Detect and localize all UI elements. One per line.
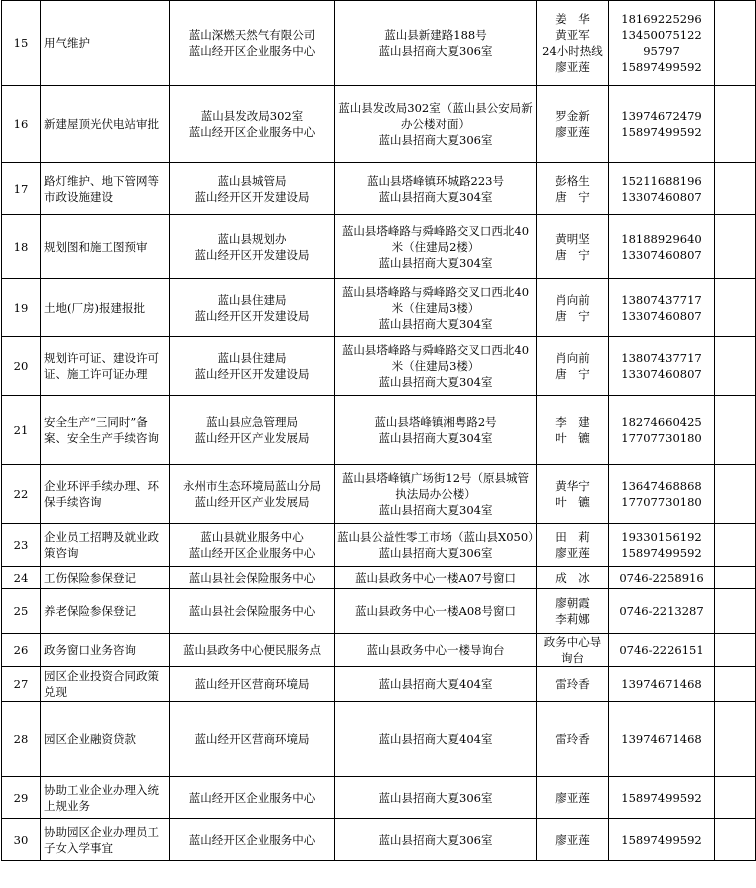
contact-person [537,589,609,634]
contact-person-line: 唐 宁 [555,189,590,204]
service-item: 新建屋顶光伏电站审批 [41,86,170,163]
contact-phone-line: 15211688196 [621,173,702,188]
row-number: 30 [2,819,41,861]
contact-phone [609,702,715,777]
contact-phone-line: 15897499592 [621,790,702,805]
responsible-unit-line: 蓝山经开区开发建设局 [194,247,310,262]
contact-phone-line: 17707730180 [621,431,702,445]
responsible-unit [170,396,335,465]
contact-phone [609,589,715,634]
office-address-line: 蓝山县政务中心一楼A08号窗口 [355,604,516,618]
contact-phone-line: 18274660425 [621,415,702,429]
responsible-unit-line: 蓝山经开区开发建设局 [194,367,310,381]
office-address [335,567,537,589]
contact-phone-line: 13807437717 [621,351,702,365]
row-number: 24 [2,567,41,589]
contact-phone-line: 0746-2226151 [619,643,704,657]
contact-person-line: 罗金新 [555,109,590,123]
contact-person-line: 廖亚莲 [555,60,590,74]
contact-phone [609,279,715,337]
responsible-unit-line: 蓝山县政务中心便民服务点 [183,643,321,657]
service-item: 路灯维护、地下管网等市政设施建设 [41,163,170,215]
contact-phone [609,777,715,819]
office-address [335,667,537,702]
responsible-unit-line: 蓝山经开区开发建设局 [194,308,310,323]
responsible-unit-line: 蓝山县住建局 [217,351,287,365]
row-number: 27 [2,667,41,702]
table-row [2,819,756,861]
service-item: 协助园区企业办理员工子女入学事宜 [41,819,170,861]
responsible-unit [170,86,335,163]
office-address-line: 蓝山县招商大夏306室 [378,832,493,847]
row-number: 26 [2,634,41,667]
contact-phone-line: 13647468868 [621,479,702,493]
responsible-unit-line: 蓝山县规划办 [217,231,287,246]
remark-cell [715,777,756,819]
table-row [2,86,756,163]
contact-person-line: 雷玲香 [555,732,590,746]
responsible-unit [170,589,335,634]
table-row [2,337,756,396]
contact-phone [609,667,715,702]
office-address [335,396,537,465]
remark-cell [715,215,756,279]
contact-phone-line: 17707730180 [621,495,702,509]
office-address-line: 蓝山县公益性零工市场（蓝山县X050） 蓝山县招商大夏306室 [337,530,546,560]
office-address-line: 蓝山县招商大夏304室 [378,375,493,389]
office-address [335,1,537,86]
office-address-line: 蓝山县招商大夏304室 [378,189,493,204]
service-item: 规划图和施工图预审 [41,215,170,279]
contact-phone-line: 18169225296 [621,12,702,26]
responsible-unit-line: 蓝山经开区企业服务中心 [188,44,316,58]
contact-person [537,396,609,465]
remark-cell [715,524,756,567]
contact-person [537,819,609,861]
service-item: 园区企业融资贷款 [41,702,170,777]
office-address-line: 蓝山县招商大夏304室 [378,503,493,517]
row-number: 15 [2,1,41,86]
office-address-line: 蓝山县塔峰路与舜峰路交叉口西北40米（住建局2楼） [341,223,530,254]
row-number: 20 [2,337,41,396]
contact-person-line: 叶 镳 [555,495,590,509]
contact-person-line: 李 建 [555,415,590,429]
contact-phone-line: 13307460807 [621,367,702,381]
contact-phone [609,465,715,524]
responsible-unit [170,819,335,861]
office-address-line: 蓝山县塔峰镇广场街12号（原县城管执法局办公楼） [341,471,530,501]
responsible-unit-line: 蓝山经开区产业发展局 [194,495,310,509]
office-address [335,819,537,861]
remark-cell [715,163,756,215]
office-address-line: 蓝山县招商大夏306室 [378,790,493,805]
office-address-line: 蓝山县招商大夏404室 [378,677,493,691]
row-number: 16 [2,86,41,163]
office-address-line: 蓝山县塔峰路与舜峰路交叉口西北40米（住建局3楼） [341,343,530,373]
table-row [2,777,756,819]
contact-person-line: 李莉娜 [555,612,590,626]
contact-person-line: 叶 镳 [555,431,590,445]
remark-cell [715,1,756,86]
table-row [2,396,756,465]
office-address-line: 蓝山县塔峰路与舜峰路交叉口西北40米（住建局3楼） [341,284,530,315]
remark-cell [715,589,756,634]
contact-person-line: 田 莉 [555,530,590,544]
responsible-unit [170,524,335,567]
table-row [2,589,756,634]
remark-cell [715,465,756,524]
responsible-unit [170,163,335,215]
responsible-unit-line: 蓝山经开区企业服务中心 [188,832,316,847]
responsible-unit-line: 蓝山经开区营商环境局 [194,732,310,746]
service-item: 用气维护 [41,1,170,86]
contact-person-line: 廖亚莲 [555,125,590,139]
row-number: 17 [2,163,41,215]
service-item: 养老保险参保登记 [41,589,170,634]
row-number: 29 [2,777,41,819]
service-item: 规划许可证、建设许可证、施工许可证办理 [41,337,170,396]
table-row [2,634,756,667]
table-body [2,1,756,861]
responsible-unit-line: 蓝山经开区开发建设局 [194,189,310,204]
contact-phone-line: 13974671468 [621,677,702,691]
contact-phone-line: 0746-2258916 [619,570,704,585]
table-row [2,1,756,86]
contact-person-line: 廖亚莲 [555,546,590,560]
responsible-unit-line: 蓝山经开区企业服务中心 [188,546,316,560]
office-address [335,86,537,163]
contact-person [537,702,609,777]
contact-person-line: 肖向前 [555,351,590,365]
row-number: 18 [2,215,41,279]
responsible-unit-line: 蓝山经开区产业发展局 [194,431,310,445]
office-address [335,702,537,777]
responsible-unit [170,279,335,337]
table-row [2,667,756,702]
contact-person-line: 廖朝霞 [555,596,590,610]
office-address-line: 蓝山县政务中心一楼导询台 [366,643,505,657]
responsible-unit [170,634,335,667]
responsible-unit [170,567,335,589]
responsible-unit-line: 蓝山县城管局 [217,173,287,188]
contact-person [537,777,609,819]
service-item: 安全生产“三同时”备案、安全生产手续咨询 [41,396,170,465]
office-address-line: 蓝山县政务中心一楼A07号窗口 [355,570,516,585]
row-number: 23 [2,524,41,567]
table-row [2,567,756,589]
contact-person-line: 肖向前 [555,292,590,307]
contact-person-line: 彭格生 [555,173,590,188]
responsible-unit-line: 蓝山县住建局 [217,292,287,307]
responsible-unit-line: 蓝山经开区营商环境局 [194,677,310,691]
contact-person-line: 姜 华 [555,12,590,26]
office-address [335,163,537,215]
contact-person-line: 唐 宁 [555,247,590,262]
contact-person [537,524,609,567]
contact-person-line: 雷玲香 [555,677,590,691]
contact-person-line: 黄华宁 [555,479,590,493]
contact-phone-line: 0746-2213287 [619,604,704,618]
service-item: 企业环评手续办理、环保手续咨询 [41,465,170,524]
row-number: 21 [2,396,41,465]
responsible-unit [170,1,335,86]
responsible-unit [170,337,335,396]
contact-phone [609,634,715,667]
table-row [2,163,756,215]
office-address [335,337,537,396]
contact-phone-line: 15897499592 [621,832,702,847]
contact-person-line: 24小时热线 [542,44,603,58]
remark-cell [715,702,756,777]
table-row [2,524,756,567]
service-item: 政务窗口业务咨询 [41,634,170,667]
contact-phone-line: 15897499592 [621,546,702,560]
contact-person [537,667,609,702]
office-address-line: 蓝山县招商大夏306室 [378,44,493,58]
contact-phone-line: 13307460807 [621,308,702,323]
office-address [335,524,546,567]
contact-phone-line: 13450075122 [621,28,702,42]
table-row [2,465,756,524]
table-row [2,702,756,777]
contact-person [537,1,609,86]
row-number: 25 [2,589,41,634]
contact-person-line: 黄亚军 [555,28,590,42]
remark-cell [715,667,756,702]
responsible-unit-line: 蓝山县发改局302室 [200,109,304,123]
contact-phone [609,567,715,589]
contact-phone-line: 13974672479 [621,109,702,123]
row-number: 28 [2,702,41,777]
office-address [335,279,537,337]
contact-person-line: 政务中心导询台 [543,635,602,665]
contact-phone-line: 19330156192 [621,530,702,544]
contact-person-line: 廖亚莲 [555,832,590,847]
office-address [335,777,537,819]
remark-cell [715,819,756,861]
office-address [335,589,537,634]
contact-phone-line: 13807437717 [621,292,702,307]
contact-phone [609,819,715,861]
row-number: 19 [2,279,41,337]
contact-person [537,337,609,396]
service-item: 土地(厂房)报建报批 [41,279,170,337]
office-address [335,215,537,279]
contact-person-line: 唐 宁 [555,308,590,323]
office-address [335,465,537,524]
contact-phone-line: 95797 [643,44,680,58]
responsible-unit [170,777,335,819]
responsible-unit [170,465,335,524]
responsible-unit-line: 蓝山县应急管理局 [206,415,298,429]
contact-phone [609,1,715,86]
responsible-unit-line: 蓝山深燃天然气有限公司 [188,28,316,42]
row-number: 22 [2,465,41,524]
contact-person [537,86,609,163]
service-item: 企业员工招聘及就业政策咨询 [41,524,170,567]
contact-phone [609,337,715,396]
contact-phone [609,215,715,279]
table-row [2,279,756,337]
contact-person [537,215,609,279]
office-address-line: 蓝山县新建路188号 [384,28,487,42]
service-contact-table [1,0,756,861]
contact-person-line: 黄明坚 [555,231,590,246]
contact-person [537,634,609,667]
responsible-unit [170,215,335,279]
contact-person-line: 唐 宁 [555,367,590,381]
contact-phone-line: 18188929640 [621,231,702,246]
remark-cell [715,337,756,396]
responsible-unit-line: 永州市生态环境局蓝山分局 [183,479,321,493]
contact-person [537,279,609,337]
contact-phone [609,524,715,567]
contact-phone-line: 13307460807 [621,247,702,262]
office-address-line: 蓝山县发改局302室（蓝山县公安局新办公楼对面） [338,101,533,131]
remark-cell [715,86,756,163]
office-address-line: 蓝山县招商大夏306室 [378,133,493,147]
office-address-line: 蓝山县塔峰镇环城路223号 [367,173,504,188]
contact-phone [609,86,715,163]
contact-phone-line: 15897499592 [621,125,702,139]
office-address-line: 蓝山县招商大夏404室 [378,732,493,746]
remark-cell [715,567,756,589]
service-item: 园区企业投资合同政策兑现 [41,667,170,702]
office-address-line: 蓝山县招商大夏304室 [378,431,493,445]
responsible-unit-line: 蓝山经开区企业服务中心 [188,125,316,139]
responsible-unit [170,702,335,777]
service-item: 工伤保险参保登记 [41,567,170,589]
remark-cell [715,396,756,465]
contact-person-line: 成 冰 [555,570,590,585]
contact-person [537,567,609,589]
contact-phone-line: 13974671468 [621,732,702,746]
office-address-line: 蓝山县招商大夏304室 [378,316,493,331]
responsible-unit-line: 蓝山县社会保险服务中心 [188,570,316,585]
remark-cell [715,279,756,337]
contact-person [537,465,609,524]
contact-person-line: 廖亚莲 [555,790,590,805]
table-row [2,215,756,279]
service-item: 协助工业企业办理入统上规业务 [41,777,170,819]
remark-cell [715,634,756,667]
office-address-line: 蓝山县塔峰镇湘粤路2号 [374,415,497,429]
contact-phone-line: 15897499592 [621,60,702,74]
responsible-unit [170,667,335,702]
office-address [335,634,537,667]
office-address-line: 蓝山县招商大夏304室 [378,255,493,270]
responsible-unit-line: 蓝山县社会保险服务中心 [188,604,316,618]
contact-phone [609,396,715,465]
contact-phone-line: 13307460807 [621,189,702,204]
responsible-unit-line: 蓝山县就业服务中心 [200,530,304,544]
responsible-unit-line: 蓝山经开区企业服务中心 [188,790,316,805]
contact-person [537,163,609,215]
contact-phone [609,163,715,215]
